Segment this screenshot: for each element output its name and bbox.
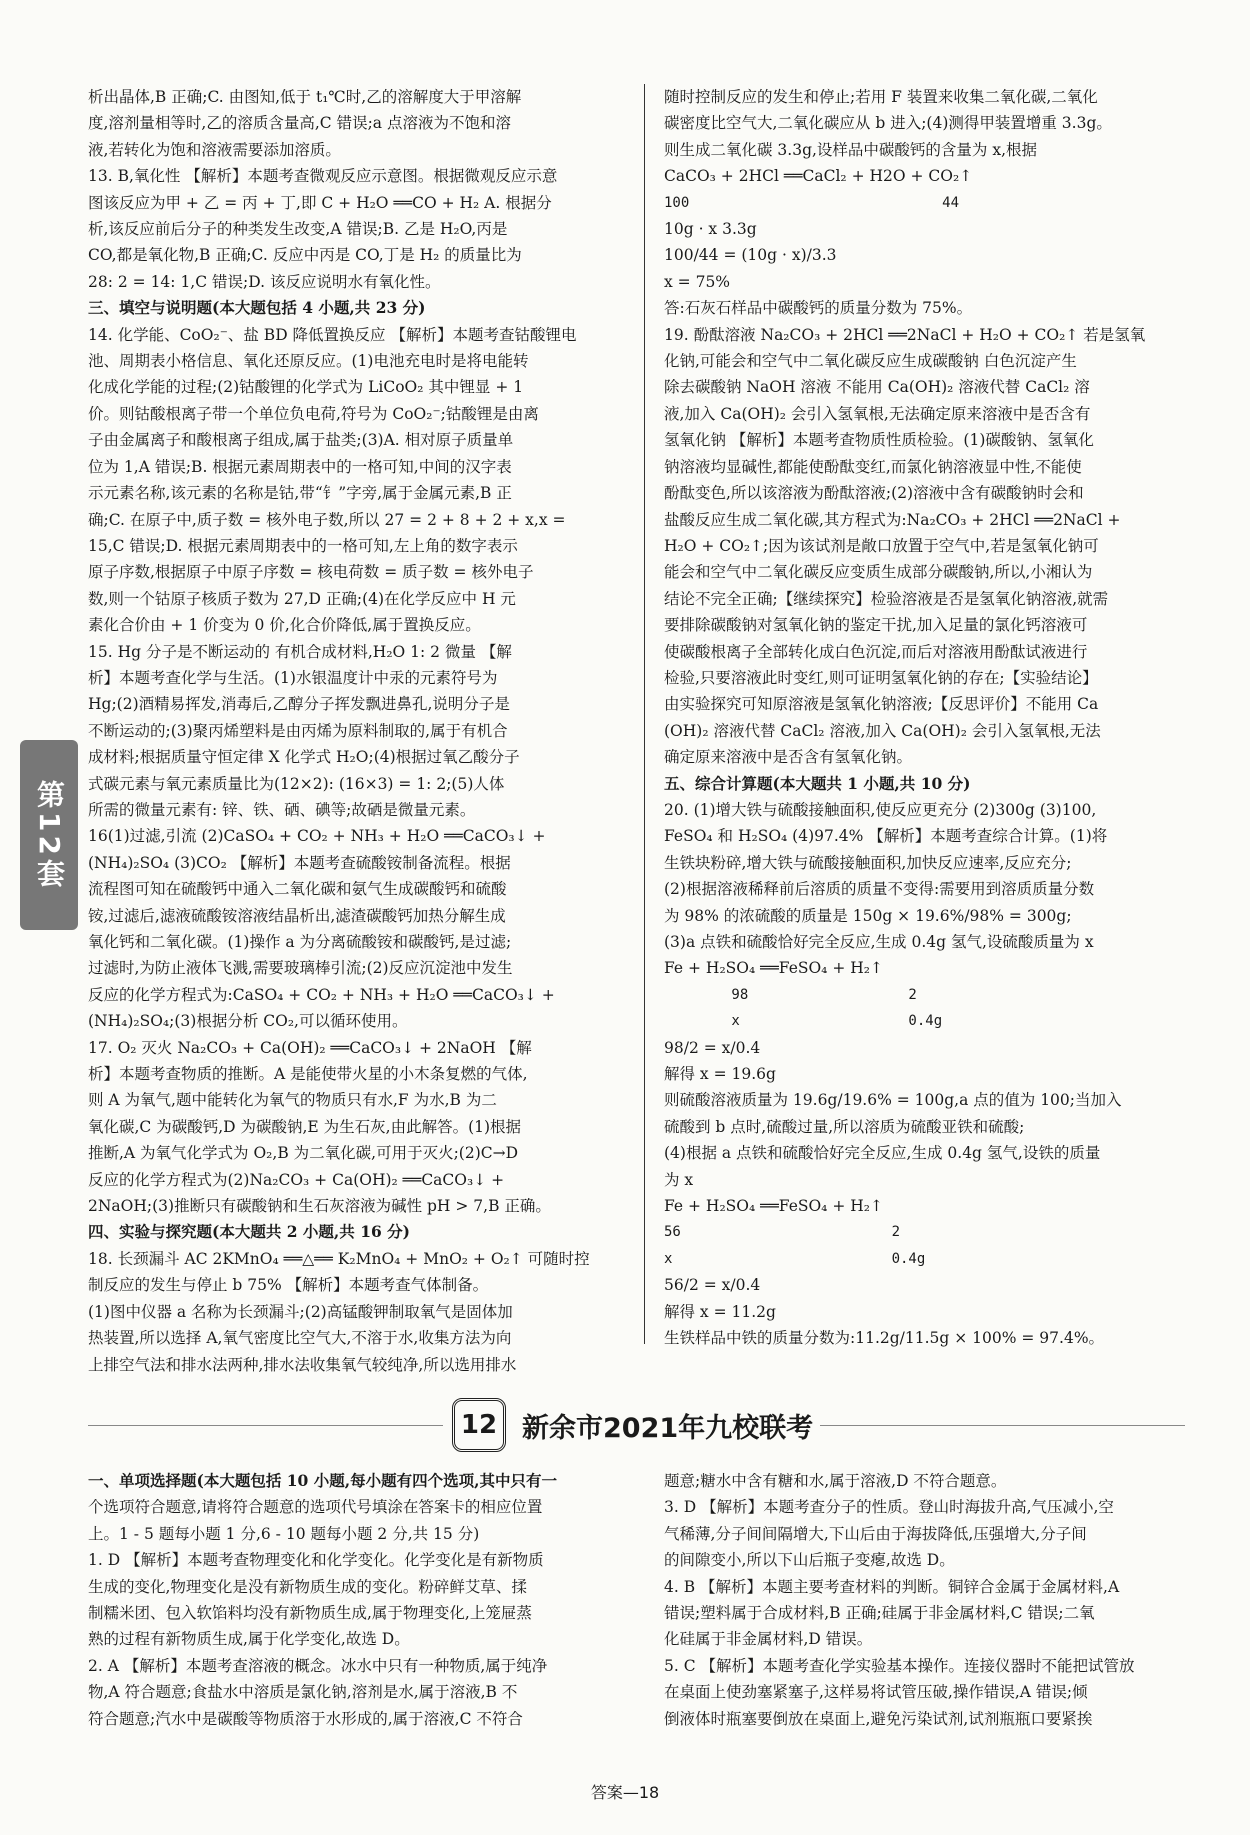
text-line: 液,加入 Ca(OH)₂ 会引入氢氧根,无法确定原来溶液中是否含有 — [664, 404, 1091, 423]
text-line: 1. D 【解析】本题考查物理变化和化学变化。化学变化是有新物质 — [88, 1551, 544, 1570]
text-line: 为 98% 的浓硫酸的质量是 150g × 19.6%/98% = 300g; — [664, 906, 1072, 925]
text-line: 3. D 【解析】本题考查分子的性质。登山时海拔升高,气压减小,空 — [664, 1498, 1114, 1517]
text-line: 4. B 【解析】本题主要考查材料的判断。铜锌合金属于金属材料,A — [664, 1577, 1120, 1596]
text-line: 碳密度比空气大,二氧化碳应从 b 进入;(4)测得甲装置增重 3.3g。 — [664, 114, 1112, 133]
text-line: 解得 x = 11.2g — [664, 1302, 776, 1321]
text-line: 酚酞变色,所以该溶液为酚酞溶液;(2)溶液中含有碳酸钠时会和 — [664, 484, 1084, 503]
text-line: 16(1)过滤,引流 (2)CaSO₄ + CO₂ + NH₃ + H₂O ══CaCO₃↓ + — [88, 827, 546, 846]
text-line: 成材料;根据质量守恒定律 X 化学式 H₂O;(4)根据过氧乙酸分子 — [88, 748, 520, 767]
text-line: 上。1 - 5 题每小题 1 分,6 - 10 题每小题 2 分,共 15 分) — [88, 1524, 480, 1543]
text-line: 则 A 为氧气,题中能转化为氧气的物质只有水,F 为水,B 为二 — [88, 1091, 497, 1110]
text-line: CO,都是氧化物,B 正确;C. 反应中丙是 CO,丁是 H₂ 的质量比为 — [88, 246, 522, 265]
text-line: 20. (1)增大铁与硫酸接触面积,使反应更充分 (2)300g (3)100, — [664, 800, 1097, 819]
text-line: 所需的微量元素有: 锌、铁、硒、碘等;故硒是微量元素。 — [88, 800, 476, 819]
text-line: 图该反应为甲 + 乙 = 丙 + 丁,即 C + H₂O ══CO + H₂ A. 根据分 — [88, 193, 552, 212]
text-line: 过滤时,为防止液体飞溅,需要玻璃棒引流;(2)反应沉淀池中发生 — [88, 959, 513, 978]
text-line: (4)根据 a 点铁和硫酸恰好完全反应,生成 0.4g 氢气,设铁的质量 — [664, 1144, 1101, 1163]
text-line: x 0.4g — [664, 1250, 926, 1267]
set-title: 新余市2021年九校联考 — [522, 1412, 814, 1444]
text-line: 随时控制反应的发生和停止;若用 F 装置来收集二氧化碳,二氧化 — [664, 88, 1098, 106]
text-line: 则生成二氧化碳 3.3g,设样品中碳酸钙的含量为 x,根据 — [664, 140, 1038, 159]
text-line: 15. Hg 分子是不断运动的 有机合成材料,H₂O 1: 2 微量 【解 — [88, 642, 512, 661]
text-line: 不断运动的;(3)聚丙烯塑料是由丙烯为原料制取的,属于有机合 — [88, 721, 508, 740]
text-line: 5. C 【解析】本题考查化学实验基本操作。连接仪器时不能把试管放 — [664, 1656, 1135, 1675]
text-line: 10g · x 3.3g — [664, 220, 757, 239]
text-line: 98 2 — [664, 986, 917, 1003]
text-line: 则硫酸溶液质量为 19.6g/19.6% = 100g,a 点的值为 100;当加入 — [664, 1091, 1122, 1110]
text-line: 五、综合计算题(本大题共 1 小题,共 10 分) — [664, 773, 971, 793]
text-line: 56 2 — [664, 1224, 901, 1241]
title-rule-right — [820, 1425, 1185, 1426]
text-line: 析,该反应前后分子的种类发生改变,A 错误;B. 乙是 H₂O,丙是 — [88, 220, 508, 239]
text-line: 解得 x = 19.6g — [664, 1065, 776, 1084]
text-line: 题意;糖水中含有糖和水,属于溶液,D 不符合题意。 — [664, 1472, 1007, 1490]
text-line: 四、实验与探究题(本大题共 2 小题,共 16 分) — [88, 1222, 411, 1242]
text-line: 15,C 错误;D. 根据元素周期表中的一格可知,左上角的数字表示 — [88, 536, 518, 555]
text-line: 13. B,氧化性 【解析】本题考查微观反应示意图。根据微观反应示意 — [88, 167, 558, 186]
text-line: 56/2 = x/0.4 — [664, 1276, 761, 1295]
text-line: (NH₄)₂SO₄;(3)根据分析 CO₂,可以循环使用。 — [88, 1012, 408, 1031]
text-line: 化成化学能的过程;(2)钴酸锂的化学式为 LiCoO₂ 其中锂显 + 1 — [88, 378, 524, 397]
text-line: Fe + H₂SO₄ ══FeSO₄ + H₂↑ — [664, 1197, 883, 1216]
text-line: 结论不完全正确;【继续探究】检验溶液是否是氢氧化钠溶液,就需 — [664, 589, 1109, 608]
text-line: 硫酸到 b 点时,硫酸过量,所以溶质为硫酸亚铁和硫酸; — [664, 1117, 1025, 1136]
text-line: (3)a 点铁和硫酸恰好完全反应,生成 0.4g 氢气,设硫酸质量为 x — [664, 933, 1094, 951]
text-line: 铵,过滤后,滤液硫酸铵溶液结晶析出,滤渣碳酸钙加热分解生成 — [88, 906, 506, 925]
text-line: Hg;(2)酒精易挥发,消毒后,乙醇分子挥发飘进鼻孔,说明分子是 — [88, 695, 510, 714]
text-line: 氧化碳,C 为碳酸钙,D 为碳酸钠,E 为生石灰,由此解答。(1)根据 — [88, 1117, 522, 1136]
text-line: 确;C. 在原子中,质子数 = 核外电子数,所以 27 = 2 + 8 + 2 + x,x = — [88, 510, 566, 529]
text-line: 素化合价由 + 1 价变为 0 价,化合价降低,属于置换反应。 — [88, 616, 481, 635]
text-line: 一、单项选择题(本大题包括 10 小题,每小题有四个选项,其中只有一 — [88, 1471, 557, 1490]
text-line: 示元素名称,该元素的名称是钴,带“钅”字旁,属于金属元素,B 正 — [88, 484, 512, 503]
text-line: 除去碳酸钠 NaOH 溶液 不能用 Ca(OH)₂ 溶液代替 CaCl₂ 溶 — [664, 378, 1090, 397]
text-line: x 0.4g — [664, 1013, 943, 1030]
text-line: 由实验探究可知原溶液是氢氧化钠溶液;【反思评价】不能用 Ca — [664, 695, 1099, 714]
text-line: 度,溶剂量相等时,乙的溶质含量高,C 错误;a 点溶液为不饱和溶 — [88, 114, 511, 133]
text-line: (NH₄)₂SO₄ (3)CO₂ 【解析】本题考查硫酸铵制备流程。根据 — [88, 853, 511, 872]
text-line: 反应的化学方程式为:CaSO₄ + CO₂ + NH₃ + H₂O ══CaCO₃↓ + — [88, 985, 555, 1004]
text-line: 使碳酸根离子全部转化成白色沉淀,而后对溶液用酚酞试液进行 — [664, 642, 1088, 661]
text-line: 19. 酚酞溶液 Na₂CO₃ + 2HCl ══2NaCl + H₂O + CO₂↑ 若是氢氧 — [664, 325, 1146, 344]
text-line: 生铁样品中铁的质量分数为:11.2g/11.5g × 100% = 97.4%。 — [664, 1329, 1105, 1348]
text-line: 热装置,所以选择 A,氧气密度比空气大,不溶于水,收集方法为向 — [88, 1329, 512, 1348]
text-line: 生铁块粉碎,增大铁与硫酸接触面积,加快反应速率,反应充分; — [664, 853, 1072, 872]
text-line: 推断,A 为氧气化学式为 O₂,B 为二氧化碳,可用于灭火;(2)C→D — [88, 1144, 519, 1163]
text-line: 14. 化学能、CoO₂⁻、盐 BD 降低置换反应 【解析】本题考查钴酸锂电 — [88, 325, 577, 344]
text-line: 18. 长颈漏斗 AC 2KMnO₄ ══△══ K₂MnO₄ + MnO₂ + O₂↑ 可随时控 — [88, 1249, 590, 1268]
text-line: 上排空气法和排水法两种,排水法收集氧气较纯净,所以选用排水 — [88, 1355, 517, 1374]
text-line: 析出晶体,B 正确;C. 由图知,低于 t₁℃时,乙的溶解度大于甲溶解 — [88, 88, 522, 106]
text-line: FeSO₄ 和 H₂SO₄ (4)97.4% 【解析】本题考查综合计算。(1)将 — [664, 827, 1108, 846]
set-number-badge: 12 — [452, 1398, 506, 1452]
text-line: (OH)₂ 溶液代替 CaCl₂ 溶液,加入 Ca(OH)₂ 会引入氢氧根,无法 — [664, 721, 1101, 740]
text-line: x = 75% — [664, 272, 731, 291]
text-line: 化硅属于非金属材料,D 错误。 — [664, 1630, 873, 1649]
text-line: 98/2 = x/0.4 — [664, 1038, 761, 1057]
text-line: 要排除碳酸钠对氢氧化钠的鉴定干扰,加入足量的氯化钙溶液可 — [664, 616, 1088, 635]
text-line: 个选项符合题意,请将符合题意的选项代号填涂在答案卡的相应位置 — [88, 1498, 543, 1517]
title-rule-left — [88, 1425, 443, 1426]
text-line: 析】本题考查化学与生活。(1)水银温度计中汞的元素符号为 — [88, 668, 498, 687]
text-line: 答:石灰石样品中碳酸钙的质量分数为 75%。 — [664, 299, 973, 318]
text-line: 17. O₂ 灭火 Na₂CO₃ + Ca(OH)₂ ══CaCO₃↓ + 2NaOH 【解 — [88, 1038, 532, 1057]
text-line: 倒液体时瓶塞要倒放在桌面上,避免污染试剂,试剂瓶瓶口要紧挨 — [664, 1709, 1093, 1728]
answer-column-right — [664, 84, 1184, 1374]
column-divider — [644, 84, 645, 1344]
text-line: 反应的化学方程式为(2)Na₂CO₃ + Ca(OH)₂ ══CaCO₃↓ + — [88, 1170, 505, 1189]
text-line: 式碳元素与氧元素质量比为(12×2): (16×3) = 1: 2;(5)人体 — [88, 774, 505, 793]
text-line: H₂O + CO₂↑;因为该试剂是敞口放置于空气中,若是氢氧化钠可 — [664, 536, 1099, 555]
answer-column-left — [88, 84, 628, 1374]
text-line: 生成的变化,物理变化是没有新物质生成的变化。粉碎鲜艾草、揉 — [88, 1577, 527, 1596]
text-line: 检验,只要溶液此时变红,则可证明氢氧化钠的存在;【实验结论】 — [664, 668, 1098, 687]
text-line: (1)图中仪器 a 名称为长颈漏斗;(2)高锰酸钾制取氧气是固体加 — [88, 1302, 513, 1321]
text-line: 熟的过程有新物质生成,属于化学变化,故选 D。 — [88, 1630, 410, 1649]
text-line: 液,若转化为饱和溶液需要添加溶质。 — [88, 140, 341, 159]
text-line: 位为 1,A 错误;B. 根据元素周期表中的一格可知,中间的汉字表 — [88, 457, 512, 476]
set-title-bar — [452, 1400, 813, 1450]
text-line: 三、填空与说明题(本大题包括 4 小题,共 23 分) — [88, 298, 426, 318]
text-line: 100/44 = (10g · x)/3.3 — [664, 246, 837, 265]
text-line: 物,A 符合题意;食盐水中溶质是氯化钠,溶剂是水,属于溶液,B 不 — [88, 1683, 518, 1702]
text-line: 100 44 — [664, 194, 960, 211]
text-line: 池、周期表小格信息、氧化还原反应。(1)电池充电时是将电能转 — [88, 352, 529, 371]
text-line: 的间隙变小,所以下山后瓶子变瘪,故选 D。 — [664, 1551, 955, 1570]
text-line: 价。则钴酸根离子带一个单位负电荷,符号为 CoO₂⁻;钴酸锂是由离 — [88, 404, 539, 423]
text-line: 为 x — [664, 1170, 694, 1189]
text-line: 数,则一个钴原子核质子数为 27,D 正确;(4)在化学反应中 H 元 — [88, 589, 516, 608]
text-line: 能会和空气中二氧化碳反应变质生成部分碳酸钠,所以,小湘认为 — [664, 563, 1093, 582]
set12-column-left — [88, 1468, 633, 1740]
text-line: 2NaOH;(3)推断只有碳酸钠和生石灰溶液为碱性 pH > 7,B 正确。 — [88, 1197, 551, 1216]
text-line: 盐酸反应生成二氧化碳,其方程式为:Na₂CO₃ + 2HCl ══2NaCl + — [664, 510, 1121, 529]
text-line: Fe + H₂SO₄ ══FeSO₄ + H₂↑ — [664, 959, 883, 978]
text-line: 钠溶液均显碱性,都能使酚酞变红,而氯化钠溶液显中性,不能使 — [664, 457, 1082, 476]
text-line: 析】本题考查物质的推断。A 是能使带火星的小木条复燃的气体, — [88, 1065, 528, 1084]
text-line: (2)根据溶液稀释前后溶质的质量不变得:需要用到溶质质量分数 — [664, 880, 1095, 899]
text-line: 原子序数,根据原子中原子序数 = 核电荷数 = 质子数 = 核外电子 — [88, 563, 534, 582]
set-side-tab: 第12套 — [20, 740, 78, 930]
text-line: 子由金属离子和酸根离子组成,属于盐类;(3)A. 相对原子质量单 — [88, 431, 514, 450]
text-line: 制反应的发生与停止 b 75% 【解析】本题考查气体制备。 — [88, 1276, 489, 1295]
set12-column-right — [664, 1468, 1184, 1740]
text-line: 气稀薄,分子间间隔增大,下山后由于海拔降低,压强增大,分子间 — [664, 1524, 1087, 1543]
text-line: 符合题意;汽水中是碳酸等物质溶于水形成的,属于溶液,C 不符合 — [88, 1709, 523, 1728]
text-line: 制糯米团、包入软馅料均没有新物质生成,属于物理变化,上笼屉蒸 — [88, 1604, 532, 1623]
page-footer: 答案—18 — [590, 1783, 660, 1802]
text-line: CaCO₃ + 2HCl ══CaCl₂ + H2O + CO₂↑ — [664, 167, 973, 186]
text-line: 在桌面上使劲塞紧塞子,这样易将试管压破,操作错误,A 错误;倾 — [664, 1683, 1088, 1702]
text-line: 氧化钙和二氧化碳。(1)操作 a 为分离硫酸铵和碳酸钙,是过滤; — [88, 933, 512, 951]
text-line: 氢氧化钠 【解析】本题考查物质性质检验。(1)碳酸钠、氢氧化 — [664, 431, 1094, 450]
text-line: 流程图可知在硫酸钙中通入二氧化碳和氨气生成碳酸钙和硫酸 — [88, 880, 507, 899]
text-line: 28: 2 = 14: 1,C 错误;D. 该反应说明水有氧化性。 — [88, 272, 441, 291]
text-line: 确定原来溶液中是否含有氢氧化钠。 — [664, 748, 913, 767]
text-line: 化钠,可能会和空气中二氧化碳反应生成碳酸钠 白色沉淀产生 — [664, 352, 1077, 371]
text-line: 错误;塑料属于合成材料,B 正确;硅属于非金属材料,C 错误;二氧 — [664, 1604, 1095, 1623]
text-line: 2. A 【解析】本题考查溶液的概念。冰水中只有一种物质,属于纯净 — [88, 1656, 548, 1675]
